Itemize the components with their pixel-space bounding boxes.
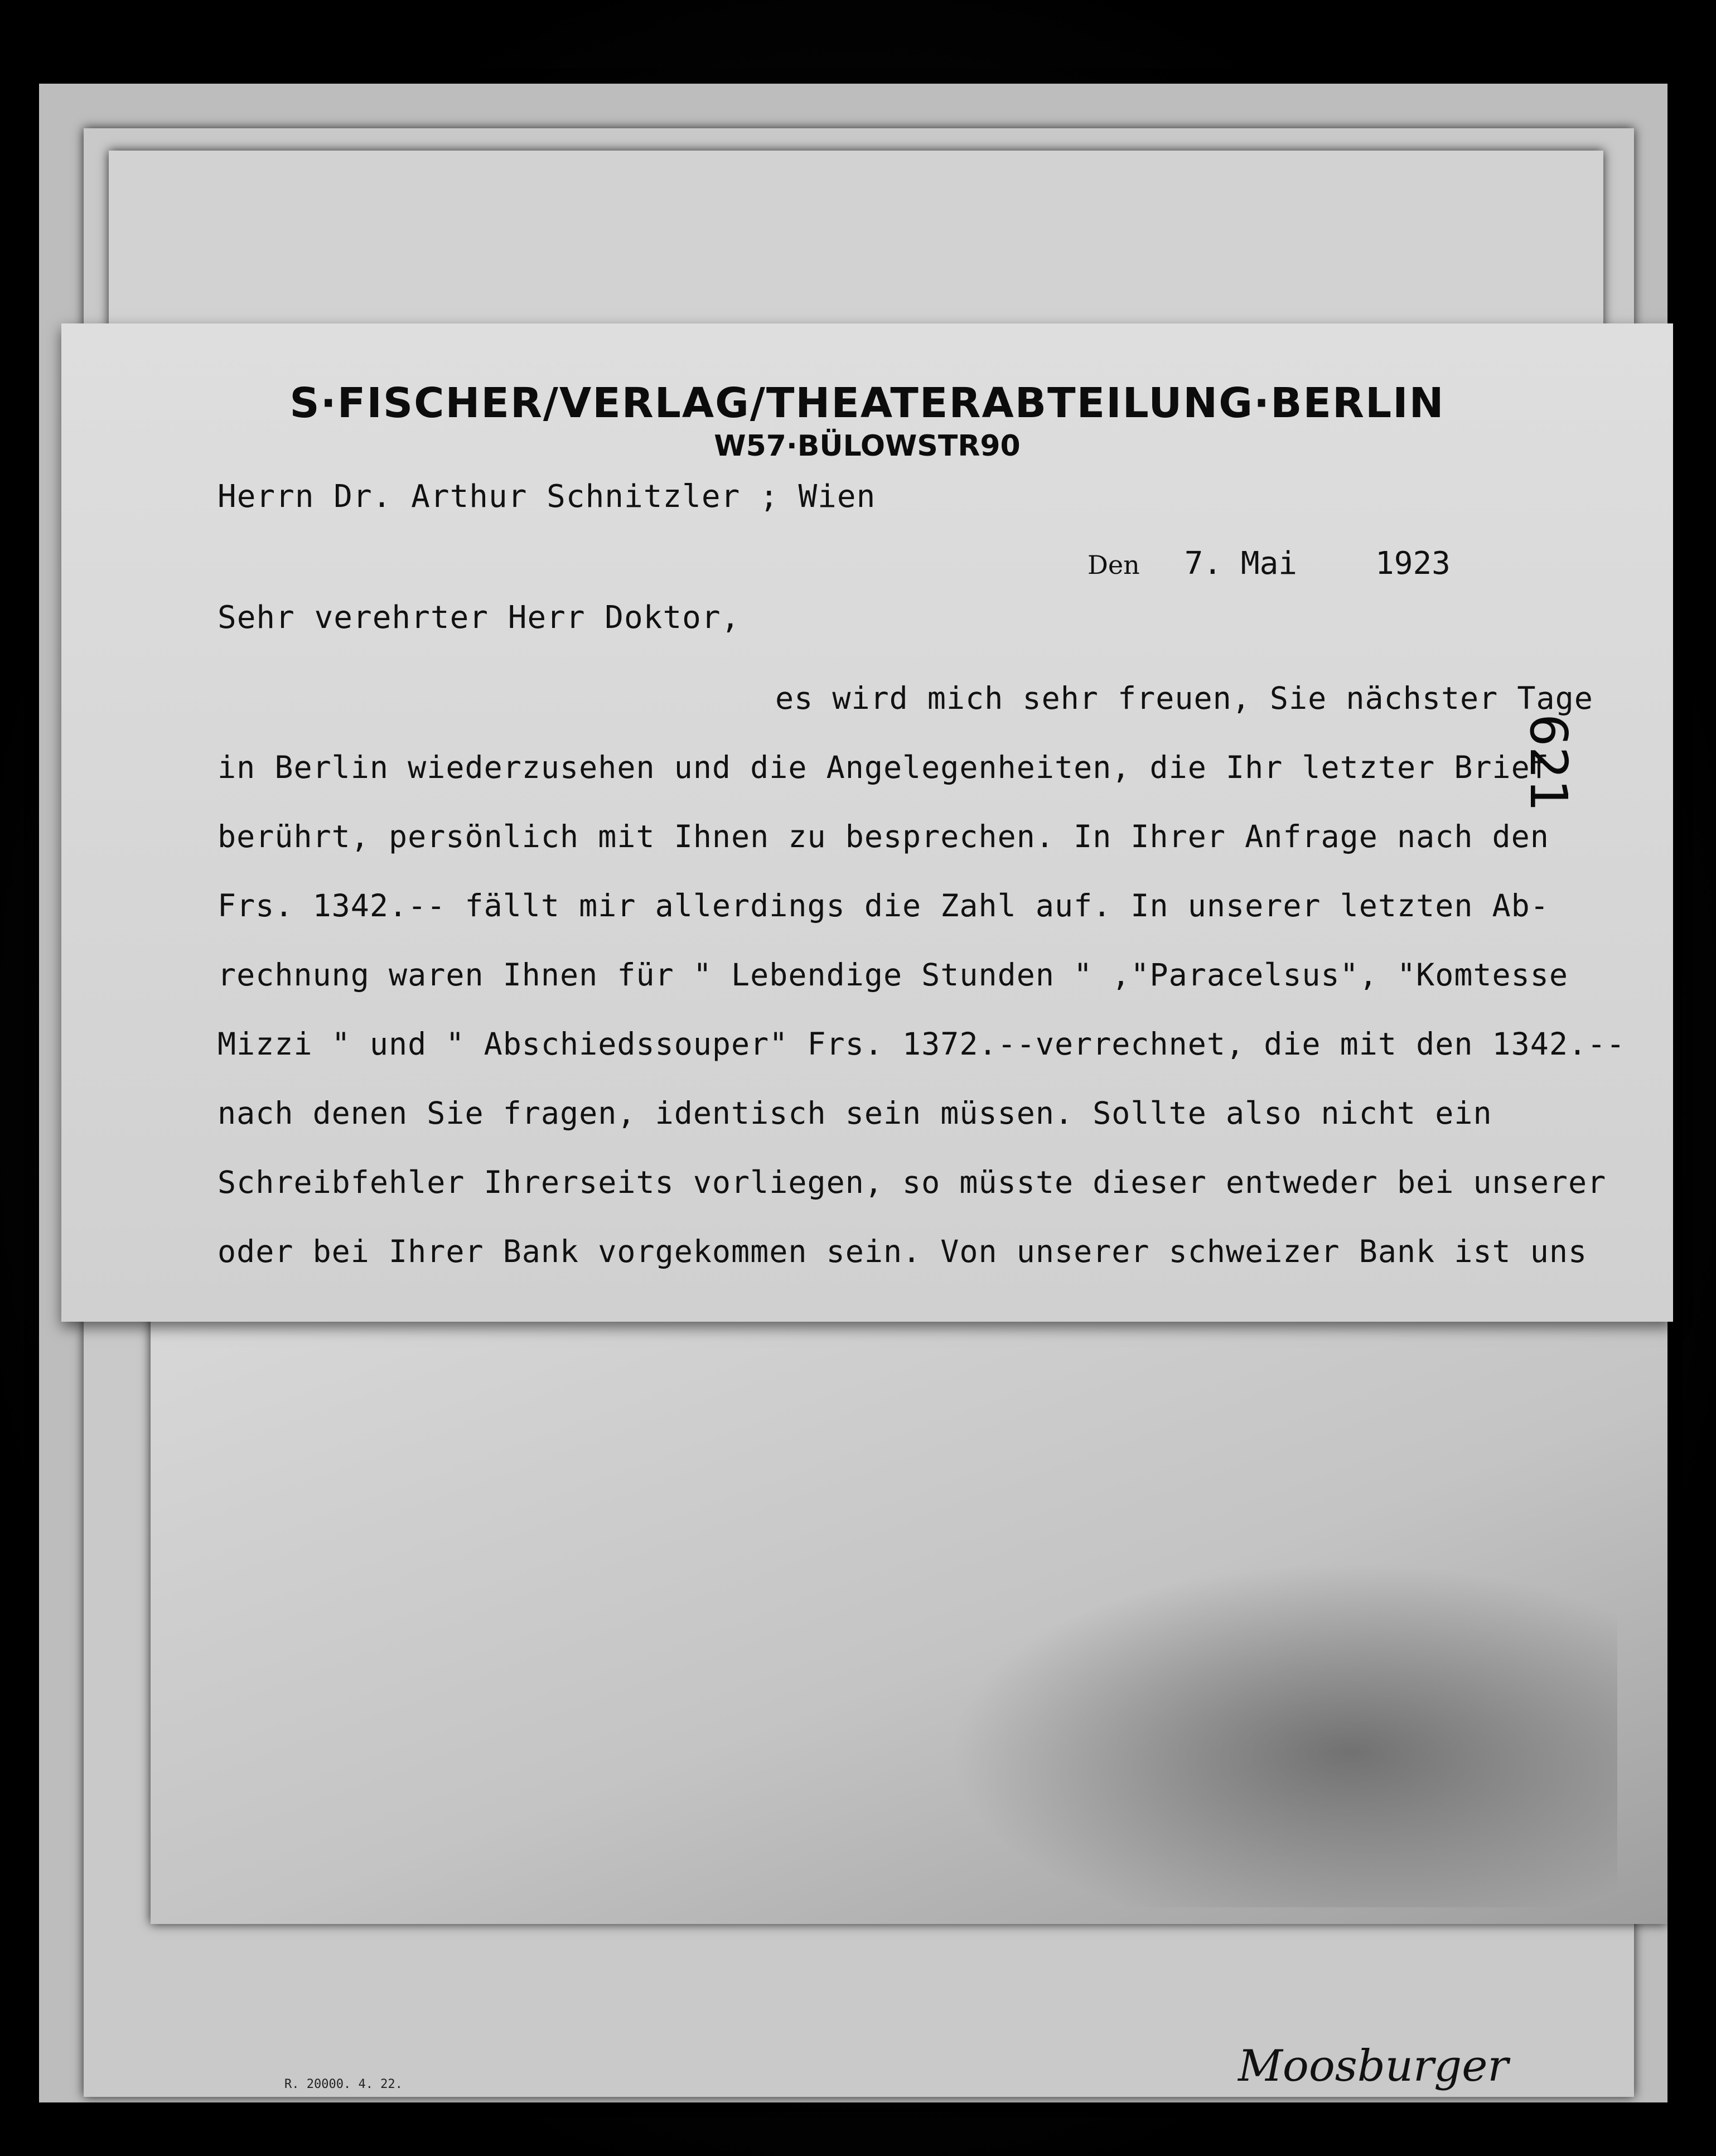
folio-number: 621	[1519, 714, 1578, 812]
print-mark: R. 20000. 4. 22.	[284, 2077, 403, 2091]
recipient-line: Herrn Dr. Arthur Schnitzler ; Wien	[217, 478, 876, 515]
letterhead	[61, 379, 1673, 463]
letter-sheet	[61, 323, 1673, 1322]
body-line: Frs. 1342.-- fällt mir allerdings die Zahl auf. In unserer letzten Ab-	[217, 888, 1549, 924]
body-line: oder bei Ihrer Bank vorgekommen sein. Von unserer schweizer Bank ist uns	[217, 1234, 1588, 1269]
letterhead-title: S·FISCHER/VERLAG/THEATERABTEILUNG·BERLIN	[289, 379, 1445, 427]
letter-body	[217, 664, 1667, 1286]
underlying-sheet-top	[109, 151, 1603, 351]
date-day-month: 7. Mai	[1184, 545, 1298, 582]
handwritten-signature: Moosburger	[1238, 2041, 1509, 2091]
body-line: es wird mich sehr freuen, Sie nächster Tage	[775, 680, 1593, 716]
letterhead-address: W57·BÜLOWSTR90	[714, 429, 1021, 463]
salutation: Sehr verehrter Herr Doktor,	[217, 600, 741, 636]
body-line: nach denen Sie fragen, identisch sein müssen. Sollte also nicht ein	[217, 1095, 1492, 1131]
body-line: in Berlin wiederzusehen und die Angelegenheiten, die Ihr letzter Brief	[217, 750, 1549, 785]
date-label: Den	[1087, 550, 1140, 580]
date-year: 1923	[1375, 545, 1451, 582]
paper-fold-shadow	[948, 1562, 1617, 1907]
date-line	[1087, 545, 1451, 582]
body-line: berührt, persönlich mit Ihnen zu besprechen. In Ihrer Anfrage nach den	[217, 819, 1549, 854]
body-line: rechnung waren Ihnen für " Lebendige Stunden " ,"Paracelsus", "Komtesse	[217, 957, 1569, 993]
body-line: Schreibfehler Ihrerseits vorliegen, so müsste dieser entweder bei unserer	[217, 1164, 1607, 1200]
body-line: Mizzi " und " Abschiedssouper" Frs. 1372.--verrechnet, die mit den 1342.--	[217, 1026, 1626, 1062]
